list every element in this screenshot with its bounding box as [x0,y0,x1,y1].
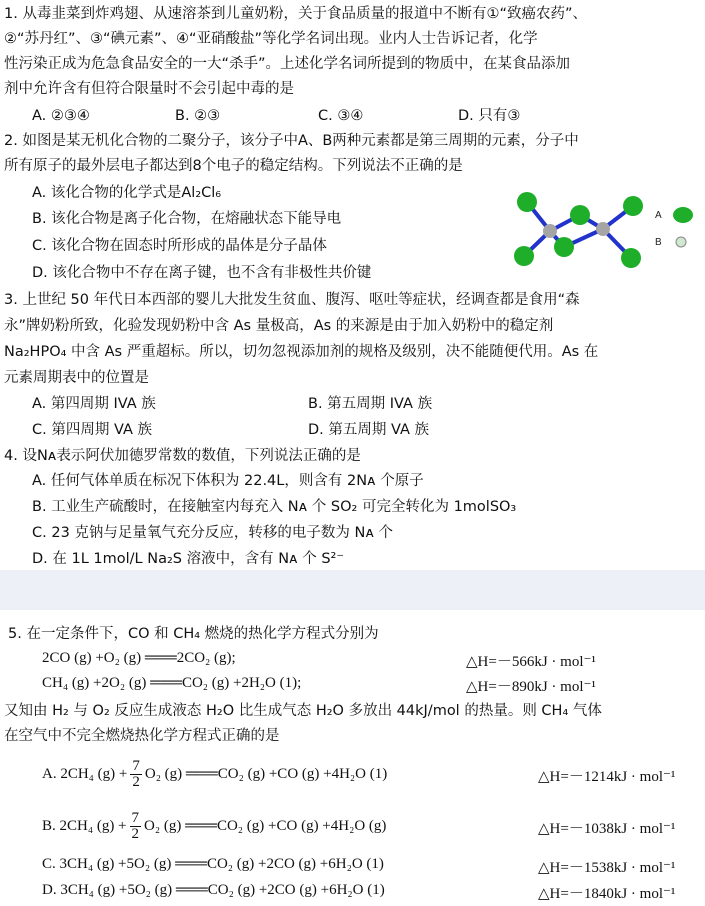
q5-option-a-enthalpy: △H=－1214kJ · mol⁻¹ [538,769,676,785]
q5-option-b [42,806,386,846]
atom-a [621,248,641,268]
q1-option-c: C. ③④ [318,108,364,124]
q5-option-a [42,754,387,794]
q5-equation-1-enthalpy: △H=－566kJ · mol⁻¹ [466,654,596,670]
q5-option-b-rhs: O₂ (g) ═══CO₂ (g) +CO (g) +4H₂O (g) [144,817,387,834]
q2-option-d: D. 该化合物中不存在离子键，也不含有非极性共价键 [32,265,372,281]
q5-option-c: C. 3CH₄ (g) +5O₂ (g) ═══CO₂ (g) +2CO (g) +6H₂O (1) [42,856,384,872]
atom-a [570,205,590,225]
atom-a [623,196,643,216]
q4-option-d: D. 在 1L 1mol/L Na₂S 溶液中，含有 Nᴀ 个 S²⁻ [32,551,345,567]
q5-stem-line-2: 在空气中不完全燃烧热化学方程式正确的是 [4,728,280,744]
legend-atom-a [673,207,693,223]
atom-a [514,246,534,266]
q1-option-d: D. 只有③ [458,108,521,124]
q2-option-a: A. 该化合物的化学式是Al₂Cl₆ [32,185,222,201]
q1-stem-line-2: ②“苏丹红”、③“碘元素”、④“亚硝酸盐”等化学名词出现。业内人士告诉记者，化学 [4,31,538,47]
atom-a-group [514,192,643,268]
q5-option-b-enthalpy: △H=－1038kJ · mol⁻¹ [538,821,676,837]
q1-stem-line-4: 剂中允许含有但符合限量时不会引起中毒的是 [4,81,294,97]
q4-option-c: C. 23 克钠与足量氧气充分反应，转移的电子数为 Nᴀ 个 [32,525,394,541]
q3-option-c: C. 第四周期 VA 族 [32,422,152,438]
q5-option-c-enthalpy: △H=－1538kJ · mol⁻¹ [538,860,676,876]
legend-label-a: A [655,210,662,221]
q5-intro: 5. 在一定条件下，CO 和 CH₄ 燃烧的热化学方程式分别为 [8,626,379,642]
q4-stem: 4. 设Nᴀ表示阿伏加德罗常数的数值，下列说法正确的是 [4,448,361,464]
q3-stem-line-3: Na₂HPO₄ 中含 As 严重超标。所以，切勿忽视添加剂的规格及级别，决不能随便代用。As 在 [4,344,599,360]
q3-stem-line-1: 3. 上世纪 50 年代日本西部的婴儿大批发生贫血、腹泻、呕吐等症状，经调查都是食用“森 [4,292,580,308]
fraction-numerator: 7 [131,809,140,826]
q1-stem-line-1: 1. 从毒韭菜到炸鸡翅、从速溶茶到儿童奶粉，关于食品质量的报道中不断有①“致癌农药”、 [4,6,587,22]
q5-option-a-rhs: O₂ (g) ═══CO₂ (g) +CO (g) +4H₂O (1) [144,765,388,782]
q3-stem-line-2: 永”牌奶粉所致，化验发现奶粉中含 As 量极高，As 的来源是由于加入奶粉中的稳定剂 [4,318,554,334]
q3-option-d: D. 第五周期 VA 族 [308,422,430,438]
q5-stem-line-1: 又知由 H₂ 与 O₂ 反应生成液态 H₂O 比生成气态 H₂O 多放出 44kJ/mol 的热量。则 CH₄ 气体 [4,703,602,719]
legend-atom-b [676,237,686,247]
legend-label-b: B [655,237,662,248]
atom-a [554,237,574,257]
atom-b [596,222,610,236]
q5-option-d-enthalpy: △H=－1840kJ · mol⁻¹ [538,886,676,902]
fraction-denominator: 2 [131,825,140,842]
q4-option-b: B. 工业生产硫酸时，在接触室内每充入 Nᴀ 个 SO₂ 可完全转化为 1molSO₃ [32,499,517,515]
atom-b-group [543,222,610,238]
q1-option-a: A. ②③④ [32,108,90,124]
atom-b [543,224,557,238]
q5-equation-2: CH₄ (g) +2O₂ (g) ═══CO₂ (g) +2H₂O (1); [42,675,302,691]
fraction-denominator: 2 [132,773,140,790]
atom-a [517,192,537,212]
q3-option-a: A. 第四周期 IVA 族 [32,396,156,412]
q2-stem-line-1: 2. 如图是某无机化合物的二聚分子，该分子中A、B两种元素都是第三周期的元素，分子中 [4,133,579,149]
q3-stem-line-4: 元素周期表中的位置是 [4,370,149,386]
q5-equation-2-enthalpy: △H=－890kJ · mol⁻¹ [466,679,596,695]
q4-option-a: A. 任何气体单质在标况下体积为 22.4L，则含有 2Nᴀ 个原子 [32,473,424,489]
page-separator-band [0,570,705,610]
fraction-seven-halves [130,811,142,842]
q3-option-b: B. 第五周期 IVA 族 [308,396,433,412]
dimer-molecule-diagram [505,180,705,280]
fraction-seven-halves [130,759,142,790]
q1-option-b: B. ②③ [175,108,221,124]
q5-equation-1: 2CO (g) +O₂ (g) ═══2CO₂ (g); [42,650,236,666]
q1-stem-line-3: 性污染正成为危急食品安全的一大“杀手”。上述化学名词所提到的物质中，在某食品添加 [4,56,571,72]
q2-stem-line-2: 所有原子的最外层电子都达到8个电子的稳定结构。下列说法不正确的是 [4,158,463,174]
q5-option-d: D. 3CH₄ (g) +5O₂ (g) ═══CO₂ (g) +2CO (g) +6H₂O (1) [42,882,385,898]
q2-option-c: C. 该化合物在固态时所形成的晶体是分子晶体 [32,238,327,254]
q2-option-b: B. 该化合物是离子化合物，在熔融状态下能导电 [32,211,342,227]
fraction-numerator: 7 [132,757,140,774]
q5-option-b-lhs: B. 2CH₄ (g) + [42,817,127,834]
q5-option-a-lhs: A. 2CH₄ (g) + [42,765,128,782]
